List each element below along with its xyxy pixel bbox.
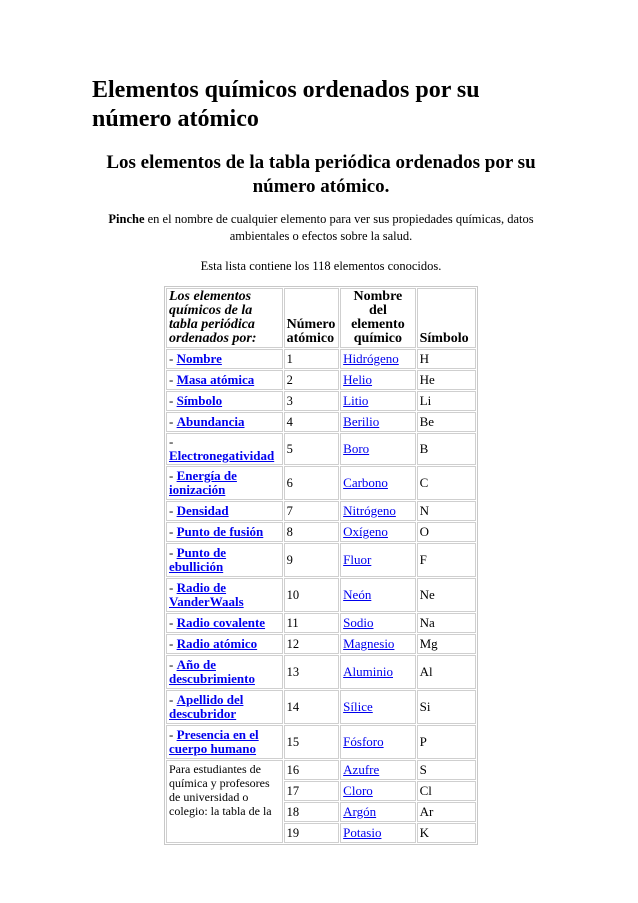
table-row (166, 391, 476, 411)
symbol-cell: Cl (417, 781, 476, 801)
element-name-cell (340, 370, 415, 390)
element-name-cell (340, 781, 415, 801)
order-by-cell: - Masa atómica (166, 370, 283, 390)
table-row (166, 543, 476, 577)
atomic-number-cell: 14 (284, 690, 340, 724)
order-by-cell: - Radio atómico (166, 634, 283, 654)
symbol-cell: O (417, 522, 476, 542)
order-by-cell: - Año de descubrimiento (166, 655, 283, 689)
order-by-link[interactable]: Símbolo (176, 393, 223, 408)
element-link[interactable]: Oxígeno (343, 524, 388, 539)
element-link[interactable]: Argón (343, 804, 377, 819)
symbol-cell: S (417, 760, 476, 780)
table-row (166, 725, 476, 759)
table-row (166, 578, 476, 612)
element-link[interactable]: Boro (343, 441, 370, 456)
symbol-cell: He (417, 370, 476, 390)
header-symbol: Símbolo (417, 288, 476, 348)
intro-text: en el nombre de cualquier elemento para ver sus propiedades químicas, datos ambientales o efectos sobre la salud. (144, 212, 534, 243)
element-link[interactable]: Fluor (343, 552, 372, 567)
element-name-cell (340, 823, 415, 843)
order-by-cell: - Apellido del descubridor (166, 690, 283, 724)
element-link[interactable]: Magnesio (343, 636, 395, 651)
order-by-link[interactable]: Año de descubrimiento (169, 657, 255, 686)
order-by-cell: - Electronegatividad (166, 433, 283, 465)
intro-bold: Pinche (108, 212, 145, 226)
element-name-cell (340, 433, 415, 465)
atomic-number-cell: 5 (284, 433, 340, 465)
order-by-link[interactable]: Abundancia (176, 414, 245, 429)
element-link[interactable]: Potasio (343, 825, 382, 840)
atomic-number-cell: 6 (284, 466, 340, 500)
page-subtitle: Los elementos de la tabla periódica ordenados por su número atómico. (106, 152, 536, 197)
element-count-text: Esta lista contiene los 118 elementos conocidos. (200, 259, 442, 273)
element-name-cell (340, 802, 415, 822)
order-by-cell: - Presencia en el cuerpo humano (166, 725, 283, 759)
symbol-cell: H (417, 349, 476, 369)
element-link[interactable]: Helio (343, 372, 373, 387)
order-by-link[interactable]: Radio atómico (176, 636, 258, 651)
symbol-cell: B (417, 433, 476, 465)
element-name-cell (340, 349, 415, 369)
table-row (166, 466, 476, 500)
symbol-cell: Li (417, 391, 476, 411)
atomic-number-cell: 18 (284, 802, 340, 822)
table-row (166, 760, 476, 780)
element-name-cell (340, 613, 415, 633)
symbol-cell: Si (417, 690, 476, 724)
atomic-number-cell: 10 (284, 578, 340, 612)
atomic-number-cell: 1 (284, 349, 340, 369)
table-row (166, 655, 476, 689)
element-name-cell (340, 725, 415, 759)
order-by-link[interactable]: Densidad (176, 503, 229, 518)
element-name-cell (340, 634, 415, 654)
element-name-cell (340, 522, 415, 542)
table-row (166, 522, 476, 542)
table-row (166, 349, 476, 369)
atomic-number-cell: 12 (284, 634, 340, 654)
order-by-cell: - Densidad (166, 501, 283, 521)
symbol-cell: Ne (417, 578, 476, 612)
element-link[interactable]: Azufre (343, 762, 380, 777)
atomic-number-cell: 17 (284, 781, 340, 801)
symbol-cell: P (417, 725, 476, 759)
element-name-cell (340, 760, 415, 780)
element-link[interactable]: Aluminio (343, 664, 393, 679)
table-row (166, 690, 476, 724)
table-row (166, 370, 476, 390)
symbol-cell: Na (417, 613, 476, 633)
element-name-cell (340, 578, 415, 612)
order-by-link[interactable]: Apellido del descubridor (169, 692, 244, 721)
element-name-cell (340, 543, 415, 577)
order-by-link[interactable]: Masa atómica (176, 372, 255, 387)
element-link[interactable]: Nitrógeno (343, 503, 396, 518)
element-name-cell (340, 690, 415, 724)
element-link[interactable]: Cloro (343, 783, 373, 798)
note-cell: Para estudiantes de química y profesores de universidad o colegio: la tabla de la (166, 760, 283, 843)
element-link[interactable]: Berilio (343, 414, 380, 429)
order-by-cell: - Energía de ionización (166, 466, 283, 500)
atomic-number-cell: 8 (284, 522, 340, 542)
atomic-number-cell: 7 (284, 501, 340, 521)
element-link[interactable]: Hidrógeno (343, 351, 399, 366)
order-by-cell: - Nombre (166, 349, 283, 369)
atomic-number-cell: 11 (284, 613, 340, 633)
element-link[interactable]: Litio (343, 393, 369, 408)
table-header-row (166, 288, 476, 348)
atomic-number-cell: 13 (284, 655, 340, 689)
symbol-cell: Al (417, 655, 476, 689)
element-link[interactable]: Sodio (343, 615, 374, 630)
order-by-cell: - Radio covalente (166, 613, 283, 633)
element-link[interactable]: Sílice (343, 699, 373, 714)
table-body (166, 349, 476, 843)
element-name-cell (340, 501, 415, 521)
order-by-link[interactable]: Energía de ionización (169, 468, 237, 497)
table-row (166, 613, 476, 633)
header-element-name: Nombre del elemento químico (340, 288, 415, 348)
symbol-cell: Ar (417, 802, 476, 822)
order-by-cell: - Punto de fusión (166, 522, 283, 542)
element-link[interactable]: Carbono (343, 475, 388, 490)
order-by-cell: - Punto de ebullición (166, 543, 283, 577)
element-name-cell (340, 391, 415, 411)
intro-paragraph (92, 211, 550, 245)
table-row (166, 634, 476, 654)
atomic-number-cell: 4 (284, 412, 340, 432)
table-row (166, 501, 476, 521)
symbol-cell: K (417, 823, 476, 843)
page-title: Elementos químicos ordenados por su número atómico (92, 77, 480, 132)
element-name-cell (340, 412, 415, 432)
order-by-cell: - Abundancia (166, 412, 283, 432)
order-by-link[interactable]: Radio de VanderWaals (169, 580, 244, 609)
header-order-by: Los elementos químicos de la tabla periódica ordenados por: (166, 288, 283, 348)
symbol-cell: N (417, 501, 476, 521)
order-by-link[interactable]: Radio covalente (176, 615, 266, 630)
element-link[interactable]: Fósforo (343, 734, 384, 749)
header-atomic-number: Número atómico (284, 288, 340, 348)
atomic-number-cell: 2 (284, 370, 340, 390)
symbol-cell: Be (417, 412, 476, 432)
order-by-cell: - Radio de VanderWaals (166, 578, 283, 612)
atomic-number-cell: 16 (284, 760, 340, 780)
atomic-number-cell: 9 (284, 543, 340, 577)
element-name-cell (340, 655, 415, 689)
symbol-cell: C (417, 466, 476, 500)
order-by-link[interactable]: Electronegatividad (169, 448, 275, 463)
order-by-link[interactable]: Presencia en el cuerpo humano (169, 727, 259, 756)
elements-table (164, 286, 478, 845)
atomic-number-cell: 15 (284, 725, 340, 759)
atomic-number-cell: 19 (284, 823, 340, 843)
order-by-cell: - Símbolo (166, 391, 283, 411)
order-by-link[interactable]: Nombre (176, 351, 222, 366)
table-row (166, 412, 476, 432)
symbol-cell: F (417, 543, 476, 577)
table-row (166, 433, 476, 465)
element-link[interactable]: Neón (343, 587, 372, 602)
element-name-cell (340, 466, 415, 500)
order-by-link[interactable]: Punto de fusión (176, 524, 264, 539)
symbol-cell: Mg (417, 634, 476, 654)
order-by-link[interactable]: Punto de ebullición (169, 545, 227, 574)
atomic-number-cell: 3 (284, 391, 340, 411)
